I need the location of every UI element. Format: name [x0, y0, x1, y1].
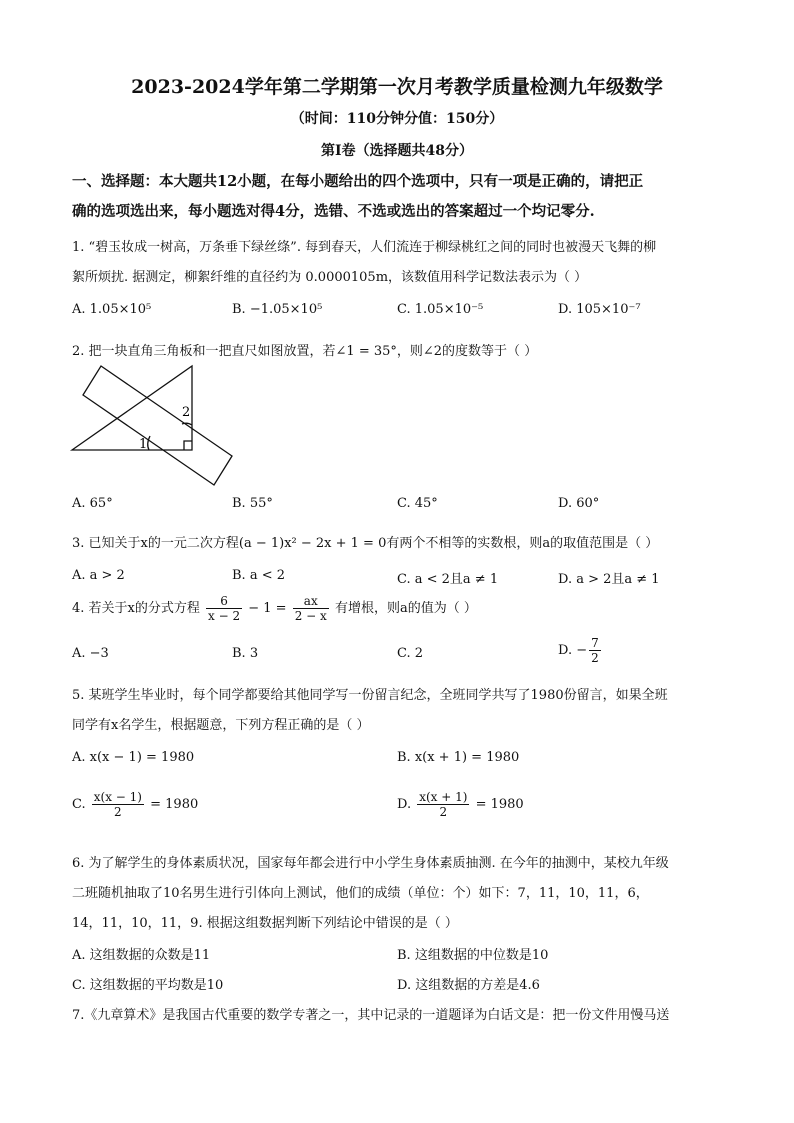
q1-option-a: A. 1.05×10⁵: [72, 302, 152, 317]
q2-figure: [66, 360, 241, 488]
q4-d-fraction: [589, 636, 601, 665]
ruler-shape: [83, 366, 232, 485]
q5-d-denominator: 2: [439, 805, 448, 819]
q4-stem-mid: − 1 =: [248, 601, 287, 616]
q6-option-b: B. 这组数据的中位数是10: [397, 948, 549, 963]
q4-d-denominator: 2: [591, 651, 599, 665]
q6-line1: 6. 为了解学生的身体素质状况，国家每年都会进行中小学生身体素质抽测. 在今年的抽测中，某校九年级: [72, 856, 669, 871]
q4-option-c: C. 2: [397, 646, 424, 661]
q4-fraction-2: [293, 594, 329, 623]
q4-stem-post: 有增根，则a的值为（ ）: [334, 601, 477, 616]
q1-option-c: C. 1.05×10⁻⁵: [397, 302, 484, 317]
time-info: （时间：110分钟分值：150分）: [290, 111, 504, 127]
q6-line2: 二班随机抽取了10名男生进行引体向上测试，他们的成绩（单位：个）如下：7，11，10，11，6，: [72, 886, 649, 901]
q1-option-d: D. 105×10⁻⁷: [558, 302, 641, 317]
q6-line3: 14，11，10，11，9. 根据这组数据判断下列结论中错误的是（ ）: [72, 916, 458, 931]
q3-option-b: B. a < 2: [232, 568, 285, 583]
q4-stem: [72, 594, 477, 623]
q2-stem: 2. 把一块直角三角板和一把直尺如图放置，若∠1 = 35°，则∠2的度数等于（ ）: [72, 344, 538, 359]
q6-option-d: D. 这组数据的方差是4.6: [397, 978, 540, 993]
q5-d-pre: D.: [397, 797, 412, 812]
q5-option-d: [397, 790, 524, 819]
q5-c-post: = 1980: [150, 797, 199, 812]
angle1-label: 1: [139, 437, 148, 452]
q5-option-c: [72, 790, 198, 819]
q2-option-a: A. 65°: [72, 496, 113, 511]
q5-d-numerator: x(x + 1): [419, 790, 468, 804]
volume-heading: 第I卷（选择题共48分）: [320, 143, 474, 159]
q5-c-pre: C.: [72, 797, 86, 812]
q4-f1-denominator: x − 2: [208, 609, 241, 623]
q4-f2-numerator: ax: [293, 594, 329, 609]
q3-option-a: A. a > 2: [72, 568, 125, 583]
angle2-label: 2: [182, 405, 191, 420]
q4-d-pre: D. −: [558, 643, 588, 658]
q2-option-d: D. 60°: [558, 496, 600, 511]
q4-d-numerator: 7: [591, 636, 599, 650]
q5-d-fraction: [417, 790, 469, 819]
q6-option-c: C. 这组数据的平均数是10: [72, 978, 224, 993]
q5-line1: 5. 某班学生毕业时，每个同学都要给其他同学写一份留言纪念，全班同学共写了1980份留言，如果全班: [72, 688, 668, 703]
q2-option-c: C. 45°: [397, 496, 438, 511]
q4-f1-numerator: 6: [206, 594, 242, 609]
q1-line2: 絮所烦扰. 据测定，柳絮纤维的直径约为 0.0000105m，该数值用科学记数法表示为（ ）: [72, 270, 588, 285]
q4-f2-denominator: 2 − x: [294, 609, 327, 623]
q1-option-b: B. −1.05×10⁵: [232, 302, 323, 317]
q3-option-d: D. a > 2且a ≠ 1: [558, 572, 660, 587]
q5-c-denominator: 2: [114, 805, 122, 819]
q5-c-fraction: [92, 790, 144, 819]
q5-line2: 同学有x名学生，根据题意，下列方程正确的是（ ）: [72, 718, 370, 733]
q4-fraction-1: [206, 594, 242, 623]
angle1-arc: [148, 436, 150, 450]
q4-option-b: B. 3: [232, 646, 259, 661]
section1-line1: 一、选择题：本大题共12小题，在每小题给出的四个选项中，只有一项是正确的，请把正: [72, 173, 644, 190]
q5-option-b: B. x(x + 1) = 1980: [397, 750, 520, 765]
q6-option-a: A. 这组数据的众数是11: [72, 948, 211, 963]
q4-option-a: A. −3: [72, 646, 109, 661]
exam-title: 2023-2024学年第二学期第一次月考教学质量检测九年级数学: [131, 76, 663, 98]
section1-line2: 确的选项选出来，每小题选对得4分，选错、不选或选出的答案超过一个均记零分.: [72, 203, 595, 220]
q3-option-c: C. a < 2且a ≠ 1: [397, 572, 499, 587]
q4-stem-pre: 4. 若关于x的分式方程: [72, 601, 200, 616]
q3-stem: 3. 已知关于x的一元二次方程(a − 1)x² − 2x + 1 = 0有两个不相等的实数根，则a的取值范围是（ ）: [72, 536, 659, 551]
q1-line1: 1. “碧玉妆成一树高，万条垂下绿丝绦”. 每到春天，人们流连于柳绿桃红之间的同时也被漫天飞舞的柳: [72, 240, 657, 255]
q2-option-b: B. 55°: [232, 496, 273, 511]
q5-option-a: A. x(x − 1) = 1980: [72, 750, 195, 765]
q5-c-numerator: x(x − 1): [93, 790, 142, 804]
q4-option-d: [558, 636, 603, 665]
triangle-shape: [72, 366, 192, 450]
q5-d-post: = 1980: [475, 797, 524, 812]
q7-line1: 7.《九章算术》是我国古代重要的数学专著之一，其中记录的一道题译为白话文是：把一份文件用慢马送: [72, 1008, 670, 1023]
